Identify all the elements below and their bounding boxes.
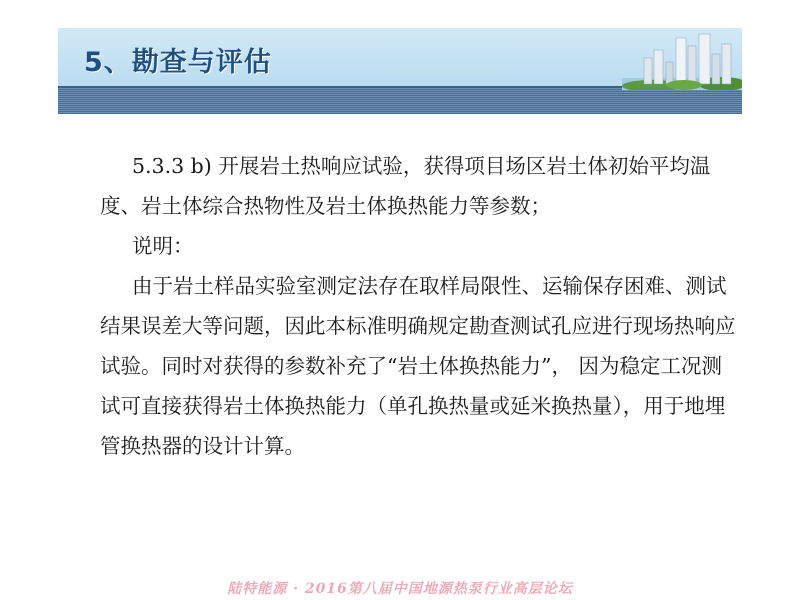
slide-title: 5、勘查与评估: [84, 47, 272, 78]
slide-body: [100, 146, 740, 466]
clause-text: 5.3.3 b) 开展岩土热响应试验，获得项目场区岩土体初始平均温度、岩土体综合热物性及岩土体换热能力等参数；: [100, 154, 711, 218]
note-label: 说明：: [132, 234, 194, 258]
slide-header: [58, 28, 742, 116]
city-skyline-icon: [622, 28, 742, 90]
note-body: 由于岩土样品实验室测定法存在取样局限性、运输保存困难、测试结果误差大等问题，因此本标准明确规定勘查测试孔应进行现场热响应试验。同时对获得的参数补充了“岩土体换热能力”， 因为稳定工况测试可直接获得岩土体换热能力（单孔换热量或延米换热量），用于地埋管换热器的设计计算。: [100, 274, 736, 458]
slide-footer: 陆特能源 · 2016第八届中国地源热泵行业高层论坛: [227, 581, 573, 597]
header-stripes: [58, 88, 742, 114]
